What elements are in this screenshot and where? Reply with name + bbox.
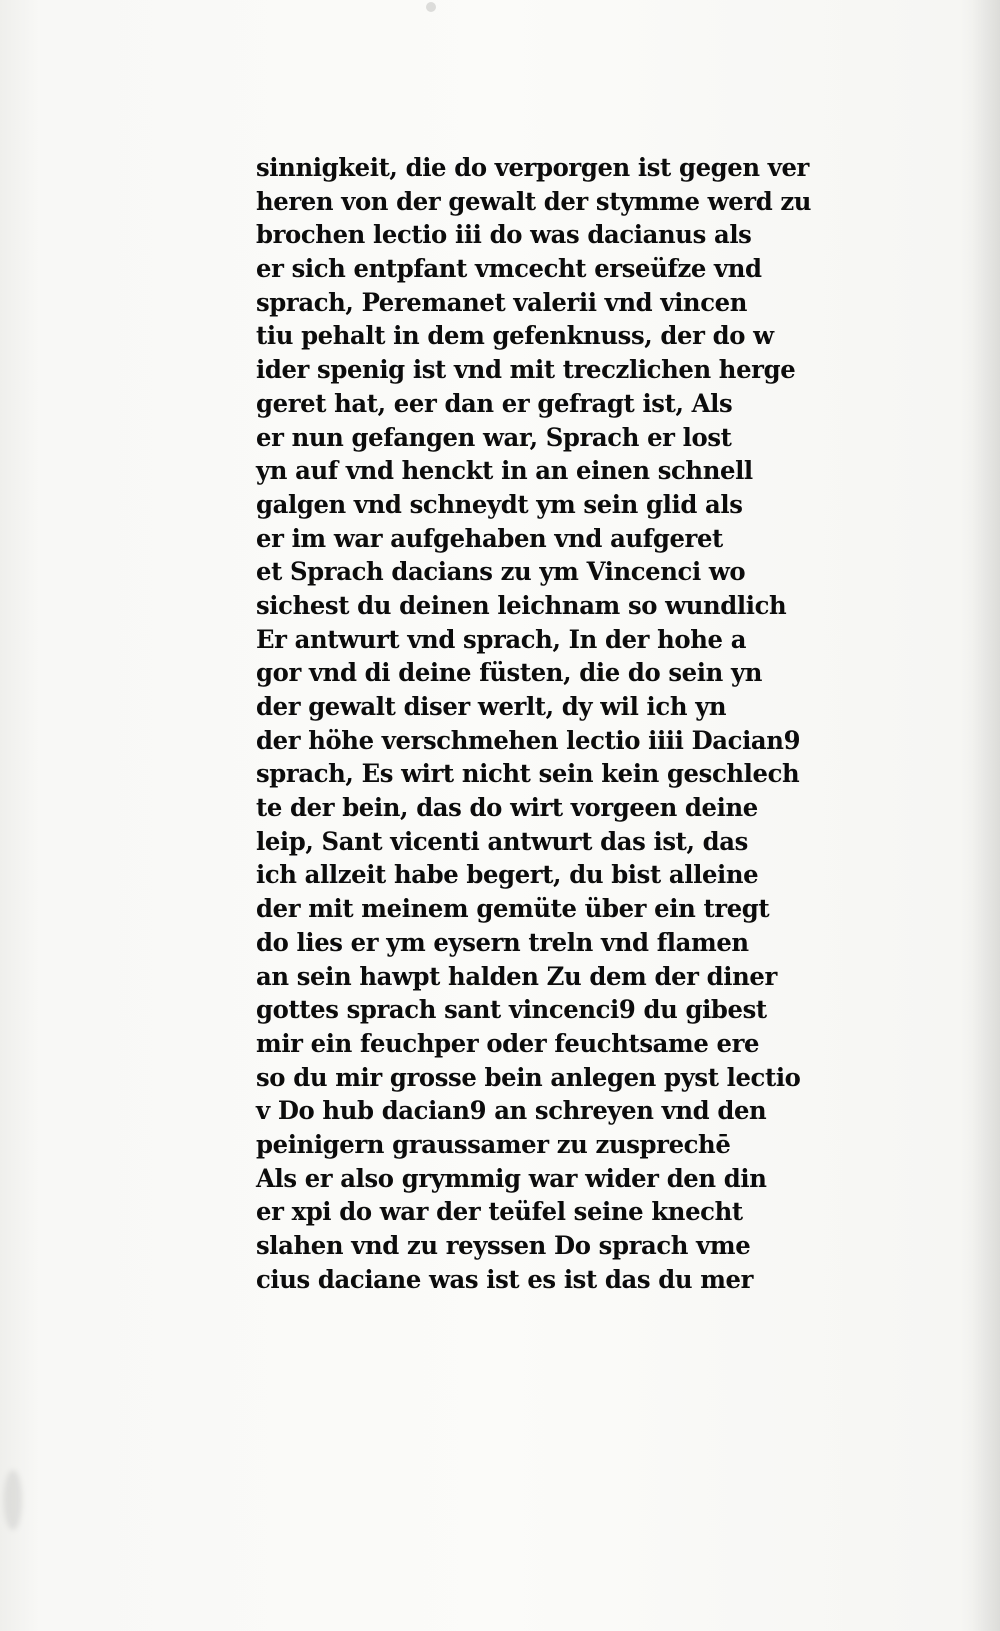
manuscript-line: brochen lectio iii do was dacianus als (256, 220, 752, 251)
manuscript-line: Als er also grymmig war wider den din (256, 1163, 767, 1194)
manuscript-line: mir ein feuchper oder feuchtsame ere (256, 1028, 760, 1059)
manuscript-line: der mit meinem gemüte über ein tregt (256, 894, 770, 925)
manuscript-line: der höhe verschmehen lectio iiii Dacian9 (256, 725, 801, 756)
page-speck (426, 2, 436, 12)
manuscript-line: te der bein, das do wirt vorgeen deine (256, 793, 758, 824)
manuscript-line: peinigern graussamer zu zusprechē (256, 1129, 731, 1160)
manuscript-line: ider spenig ist vnd mit treczlichen herge (256, 355, 796, 386)
manuscript-line: heren von der gewalt der stymme werd zu (256, 186, 812, 217)
manuscript-line: sprach, Es wirt nicht sein kein geschlech (256, 759, 800, 790)
manuscript-line: tiu pehalt in dem gefenknuss, der do w (256, 321, 774, 352)
manuscript-line: do lies er ym eysern treln vnd flamen (256, 927, 749, 958)
manuscript-line: geret hat, eer dan er gefragt ist, Als (256, 388, 733, 419)
manuscript-line: slahen vnd zu reyssen Do sprach vme (256, 1231, 751, 1261)
manuscript-line: sichest du deinen leichnam so wundlich (256, 590, 787, 621)
manuscript-line: der gewalt diser werlt, dy wil ich yn (256, 692, 727, 722)
manuscript-line: v Do hub dacian9 an schreyen vnd den (256, 1096, 767, 1127)
manuscript-line: er im war aufgehaben vnd aufgeret (256, 523, 723, 554)
manuscript-line: er nun gefangen war, Sprach er lost (256, 422, 732, 453)
page-smudge (4, 1470, 22, 1530)
manuscript-line: galgen vnd schneydt ym sein glid als (256, 489, 743, 520)
manuscript-line: er xpi do war der teüfel seine knecht (256, 1197, 743, 1228)
manuscript-line: sprach, Peremanet valerii vnd vincen (256, 287, 748, 318)
manuscript-line: et Sprach dacians zu ym Vincenci wo (256, 557, 746, 588)
manuscript-text-block (256, 152, 980, 1297)
manuscript-line: gor vnd di deine füsten, die do sein yn (256, 658, 763, 689)
manuscript-line: so du mir grosse bein anlegen pyst lectio (256, 1062, 801, 1093)
manuscript-line: er sich entpfant vmcecht erseüfze vnd (256, 254, 762, 285)
manuscript-line: cius daciane was ist es ist das du mer (256, 1264, 754, 1295)
manuscript-line: gottes sprach sant vincenci9 du gibest (256, 995, 767, 1026)
manuscript-line: an sein hawpt halden Zu dem der diner (256, 961, 777, 992)
manuscript-line: Er antwurt vnd sprach, In der hohe a (256, 624, 747, 655)
manuscript-line: sinnigkeit, die do verporgen ist gegen ver (256, 153, 809, 183)
manuscript-line: leip, Sant vicenti antwurt das ist, das (256, 826, 748, 857)
manuscript-line: yn auf vnd henckt in an einen schnell (256, 456, 753, 487)
manuscript-line: ich allzeit habe begert, du bist alleine (256, 860, 759, 891)
